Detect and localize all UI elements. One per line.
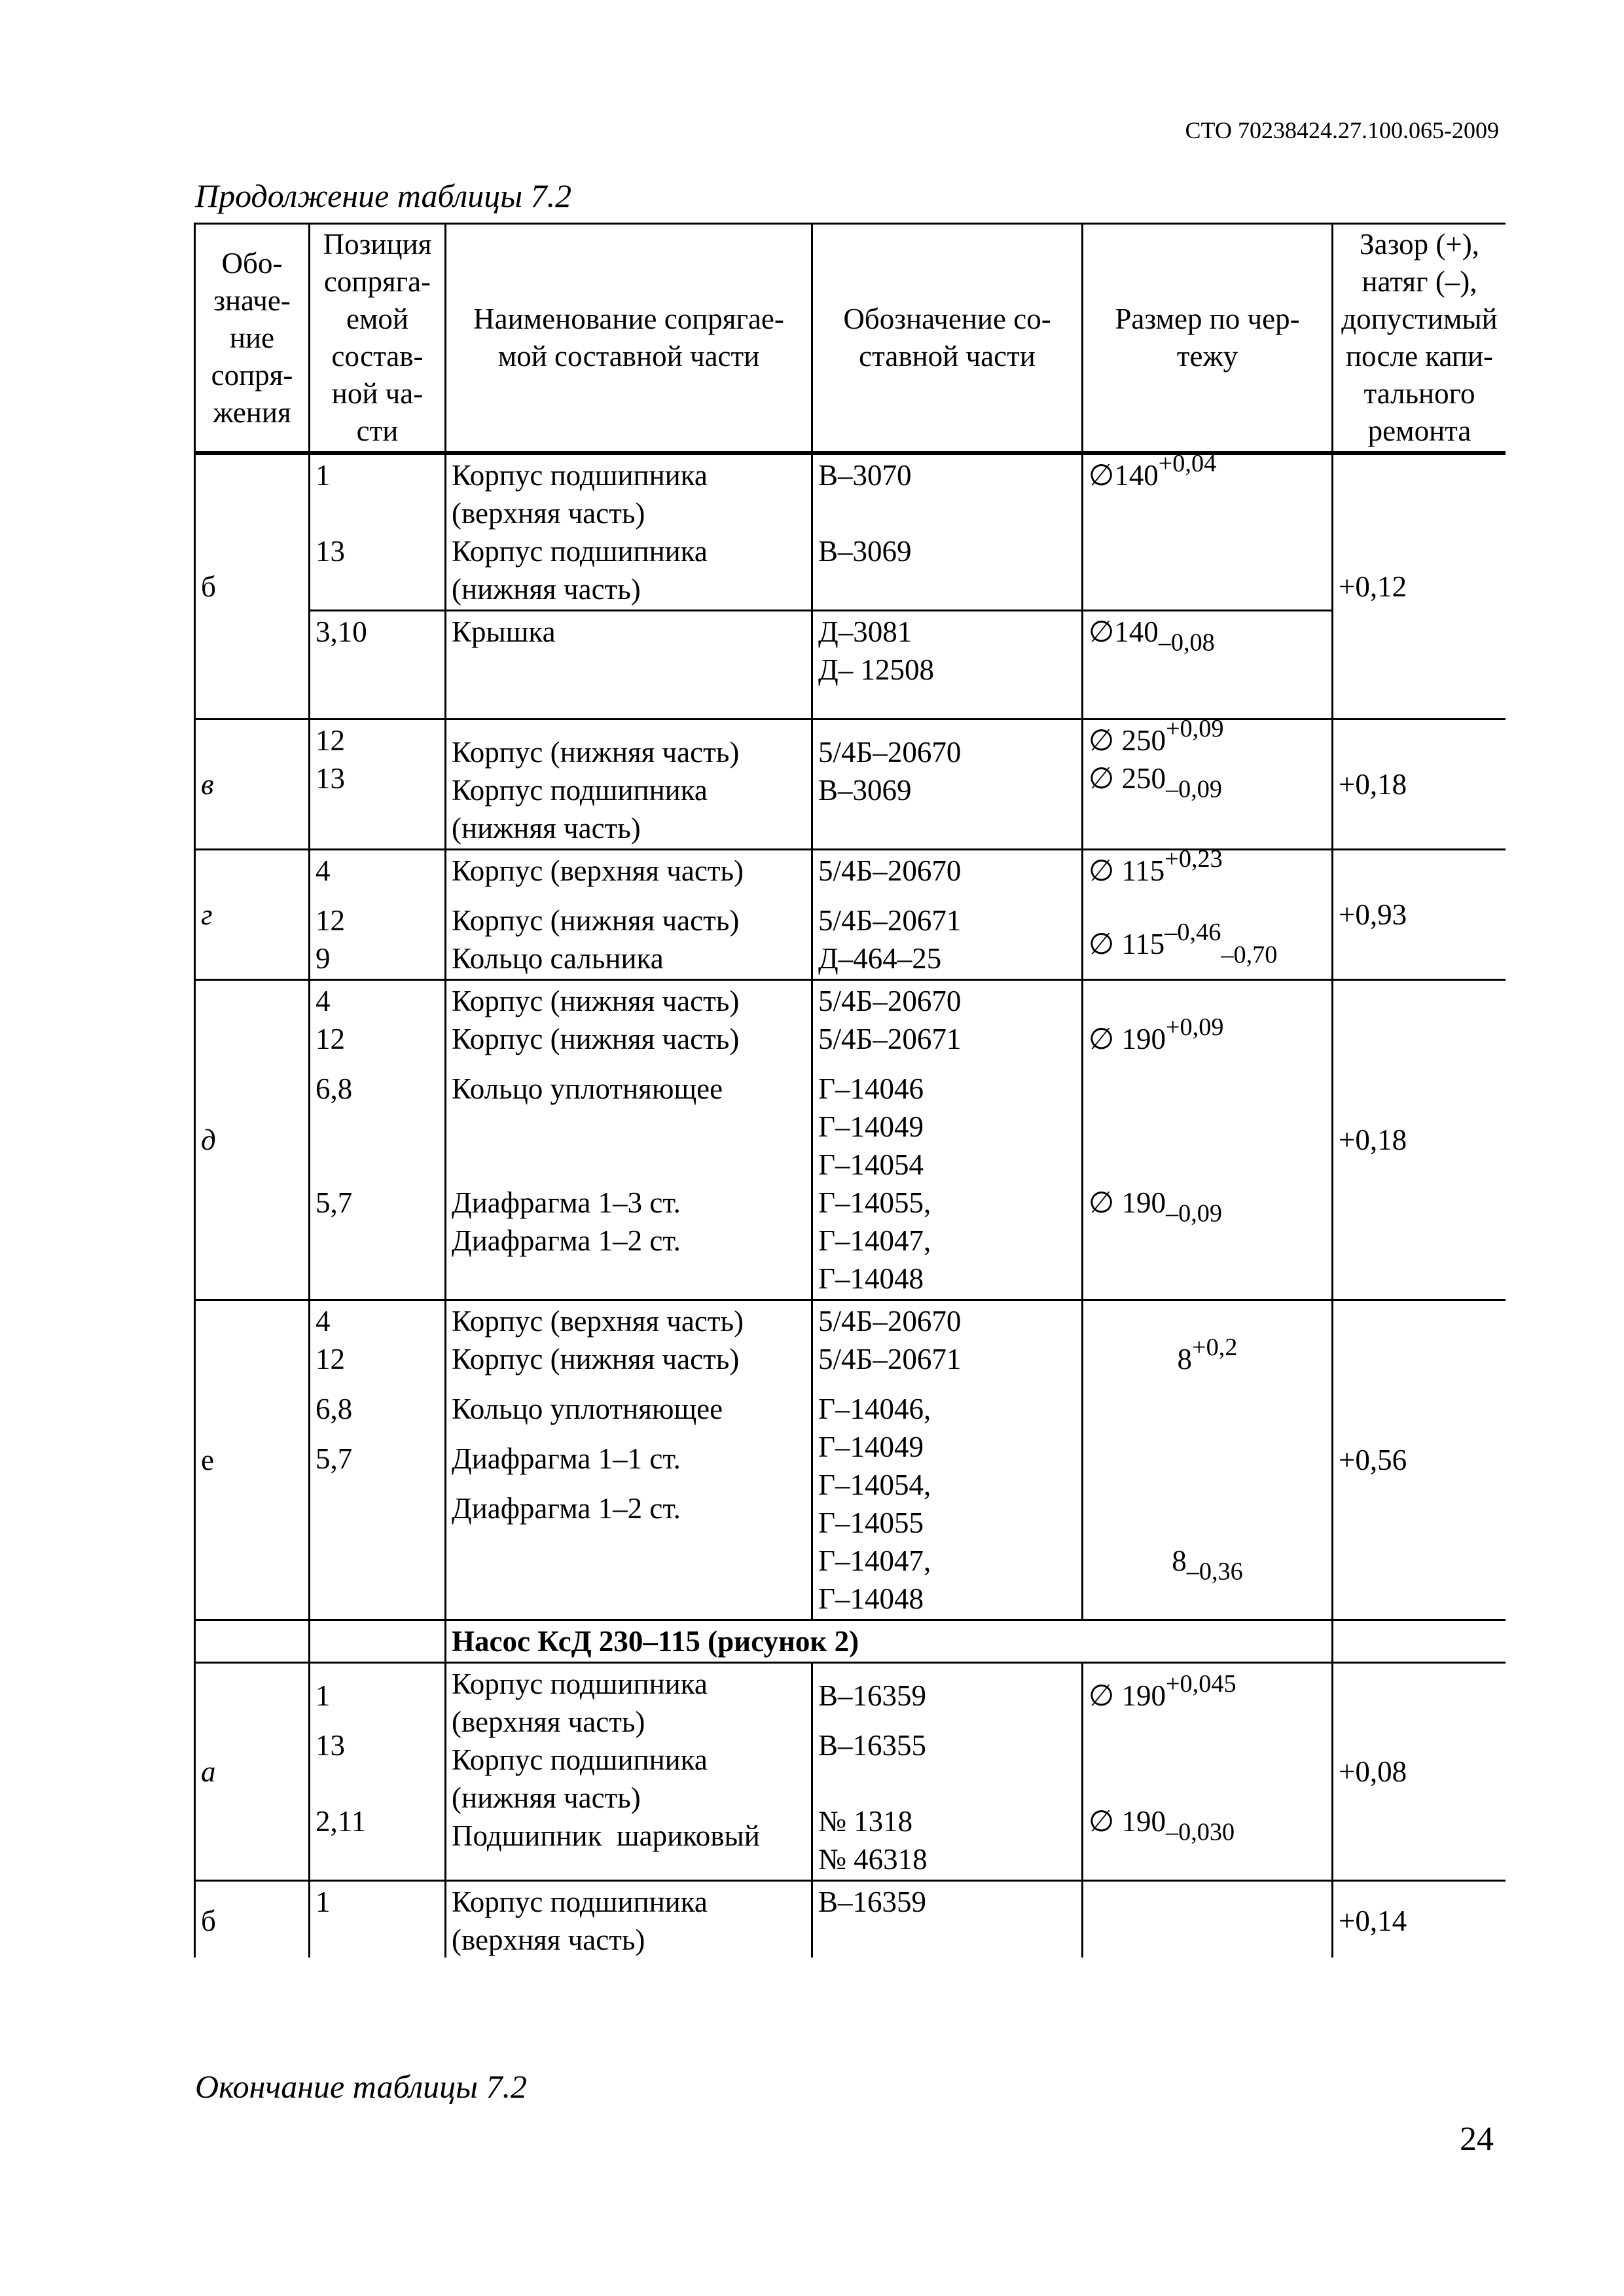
column-header-part-code: Обозначение со- ставной части xyxy=(812,224,1083,454)
designation-cell: в xyxy=(195,720,310,850)
part-code-cell: В–16359 В–16355 № 1318 № 46318 xyxy=(812,1663,1083,1881)
table-row xyxy=(195,980,1506,1300)
part-name-cell: Крышка xyxy=(446,611,812,720)
clearance-cell: +0,08 xyxy=(1333,1663,1506,1881)
part-name-cell: Корпус подшипника (верхняя часть) xyxy=(446,1881,812,1958)
drawing-size-cell: ∅ $190^{+0,045}$ ∅ $190_{-0,030}$ xyxy=(1083,1663,1333,1881)
part-code-cell: В–3070 В–3069 xyxy=(812,453,1083,611)
position-cell: 3,10 xyxy=(310,611,446,720)
designation-cell: г xyxy=(195,850,310,980)
page-number: 24 xyxy=(1460,2121,1494,2158)
part-name-cell: Корпус (нижняя часть) Корпус подшипника (нижняя часть) xyxy=(446,720,812,850)
document-code-header: СТО 70238424.27.100.065-2009 xyxy=(1185,117,1499,143)
part-code-cell: 5/4Б–20670 5/4Б–20671 Г–14046, Г–14049 Г–14054, Г–14055 Г–14047, Г–14048 xyxy=(812,1300,1083,1620)
position-cell: 12 13 xyxy=(310,720,446,850)
part-code-cell: 5/4Б–20670 В–3069 xyxy=(812,720,1083,850)
part-code-cell: В–16359 xyxy=(812,1881,1083,1958)
table-row xyxy=(195,720,1506,850)
mating-parts-table xyxy=(194,223,1506,1958)
column-header-part-name: Наименование сопрягае- мой составной части xyxy=(446,224,812,454)
designation-cell: б xyxy=(195,453,310,720)
part-code-cell: 5/4Б–20670 5/4Б–20671 Г–14046 Г–14049 Г–14054 Г–14055, Г–14047, Г–14048 xyxy=(812,980,1083,1300)
part-name-cell: Корпус подшипника (верхняя часть) Корпус подшипника (нижняя часть) Подшипник шариковый xyxy=(446,1663,812,1881)
drawing-size-cell xyxy=(1083,1881,1333,1958)
part-name-cell: Корпус подшипника (верхняя часть) Корпус подшипника (нижняя часть) xyxy=(446,453,812,611)
clearance-cell: +0,18 xyxy=(1333,980,1506,1300)
part-code-cell: Д–3081 Д– 12508 xyxy=(812,611,1083,720)
clearance-cell: +0,18 xyxy=(1333,720,1506,850)
drawing-size-cell: ∅ $190^{+0,09}$ ∅ $190_{-0,09}$ xyxy=(1083,980,1333,1300)
table-caption-ending: Окончание таблицы 7.2 xyxy=(195,2068,528,2105)
table-row xyxy=(195,1300,1506,1620)
table-caption-continuation: Продолжение таблицы 7.2 xyxy=(195,177,572,214)
clearance-cell: +0,14 xyxy=(1333,1881,1506,1958)
table-row xyxy=(195,611,1506,720)
column-header-position: Позиция сопряга- емой состав- ной ча- сти xyxy=(310,224,446,454)
part-code-cell: 5/4Б–20670 5/4Б–20671 Д–464–25 xyxy=(812,850,1083,980)
clearance-cell: +0,56 xyxy=(1333,1300,1506,1620)
column-header-designation: Обо- значе- ние сопря- жения xyxy=(195,224,310,454)
empty-cell xyxy=(195,1620,310,1663)
drawing-size-cell: $\emptyset 140_{-0,08}$ xyxy=(1083,611,1333,720)
table-row xyxy=(195,850,1506,980)
position-cell: 1 xyxy=(310,1881,446,1958)
table-header-row xyxy=(195,224,1506,454)
clearance-cell: +0,93 xyxy=(1333,850,1506,980)
position-cell: 4 12 9 xyxy=(310,850,446,980)
empty-cell xyxy=(1333,1620,1506,1663)
section-row xyxy=(195,1620,1506,1663)
designation-cell: а xyxy=(195,1663,310,1881)
designation-cell: д xyxy=(195,980,310,1300)
drawing-size-cell: ∅ $250^{+0,09}$ ∅ $250_{-0,09}$ xyxy=(1083,720,1333,850)
pump-section-title: Насос КсД 230–115 (рисунок 2) xyxy=(446,1620,1333,1663)
empty-cell xyxy=(310,1620,446,1663)
part-name-cell: Корпус (верхняя часть) Корпус (нижняя часть) Кольцо уплотняющее Диафрагма 1–1 ст. Диафрагма 1–2 ст. xyxy=(446,1300,812,1620)
column-header-clearance: Зазор (+), натяг (–), допустимый после капи- тального ремонта xyxy=(1333,224,1506,454)
table-row xyxy=(195,1663,1506,1881)
drawing-size-cell: $\emptyset 140^{+0,04}$ xyxy=(1083,453,1333,611)
position-cell: 4 12 6,8 5,7 xyxy=(310,980,446,1300)
drawing-size-cell: ∅ $115^{+0,23}$ ∅ $115^{-0,46}_{-0,70}$ xyxy=(1083,850,1333,980)
designation-cell: е xyxy=(195,1300,310,1620)
designation-cell: б xyxy=(195,1881,310,1958)
position-cell: 1 13 xyxy=(310,453,446,611)
clearance-cell: +0,12 xyxy=(1333,453,1506,720)
part-name-cell: Корпус (нижняя часть) Корпус (нижняя часть) Кольцо уплотняющее Диафрагма 1–3 ст. Диафрагма 1–2 ст. xyxy=(446,980,812,1300)
position-cell: 4 12 6,8 5,7 xyxy=(310,1300,446,1620)
table-row xyxy=(195,453,1506,611)
table-container xyxy=(194,223,1506,1958)
table-row xyxy=(195,1881,1506,1958)
column-header-drawing-size: Размер по чер- тежу xyxy=(1083,224,1333,454)
part-name-cell: Корпус (верхняя часть) Корпус (нижняя часть) Кольцо сальника xyxy=(446,850,812,980)
position-cell: 1 13 2,11 xyxy=(310,1663,446,1881)
drawing-size-cell: $8^{+0,2}$ $8_{-0,36}$ xyxy=(1083,1300,1333,1620)
